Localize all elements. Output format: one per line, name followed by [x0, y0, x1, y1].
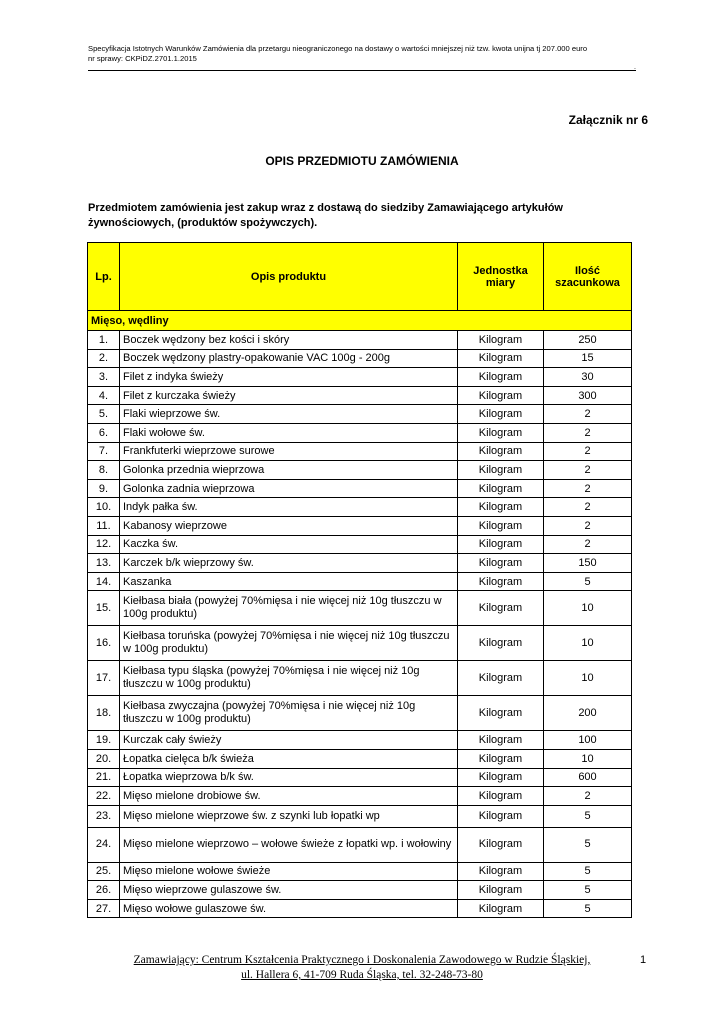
table-row — [88, 731, 632, 750]
products-table — [87, 242, 632, 918]
row-qty: 5 — [544, 862, 632, 881]
row-unit: Kilogram — [458, 805, 544, 827]
row-name: Kaszanka — [120, 572, 458, 591]
row-lp: 7. — [88, 442, 120, 461]
row-lp: 17. — [88, 661, 120, 696]
row-qty: 30 — [544, 368, 632, 387]
table-row — [88, 862, 632, 881]
row-unit: Kilogram — [458, 461, 544, 480]
table-row — [88, 554, 632, 573]
row-name: Boczek wędzony plastry-opakowanie VAC 100g - 200g — [120, 349, 458, 368]
row-name: Kiełbasa typu śląska (powyżej 70%mięsa i nie więcej niż 10g tłuszczu w 100g produktu) — [120, 661, 458, 696]
page-number: 1 — [640, 954, 647, 966]
row-unit: Kilogram — [458, 442, 544, 461]
category-row — [88, 311, 632, 331]
row-name: Flaki wieprzowe św. — [120, 405, 458, 424]
header-qty: Ilość szacunkowa — [544, 243, 632, 311]
row-qty: 300 — [544, 386, 632, 405]
table-row — [88, 805, 632, 827]
table-row — [88, 768, 632, 787]
table-row — [88, 696, 632, 731]
row-qty: 5 — [544, 899, 632, 918]
row-qty: 5 — [544, 805, 632, 827]
row-lp: 6. — [88, 423, 120, 442]
row-qty: 15 — [544, 349, 632, 368]
attachment-label: Załącznik nr 6 — [568, 113, 648, 127]
row-qty: 2 — [544, 498, 632, 517]
row-unit: Kilogram — [458, 827, 544, 862]
row-lp: 25. — [88, 862, 120, 881]
table-row — [88, 626, 632, 661]
row-qty: 600 — [544, 768, 632, 787]
table-row — [88, 461, 632, 480]
row-name: Karczek b/k wieprzowy św. — [120, 554, 458, 573]
row-qty: 10 — [544, 591, 632, 626]
table-row — [88, 827, 632, 862]
table-row — [88, 405, 632, 424]
table-row — [88, 331, 632, 350]
row-qty: 2 — [544, 535, 632, 554]
header-line-1: Specyfikacja Istotnych Warunków Zamówienia dla przetargu nieograniczonego na dostawy o wartości mniejszej niż tzw. kwota unijna tj 207.000 euro — [88, 44, 588, 53]
row-lp: 3. — [88, 368, 120, 387]
table-row — [88, 749, 632, 768]
row-name: Boczek wędzony bez kości i skóry — [120, 331, 458, 350]
table-row — [88, 386, 632, 405]
row-unit: Kilogram — [458, 768, 544, 787]
row-unit: Kilogram — [458, 661, 544, 696]
row-unit: Kilogram — [458, 349, 544, 368]
row-name: Frankfuterki wieprzowe surowe — [120, 442, 458, 461]
row-qty: 100 — [544, 731, 632, 750]
table-row — [88, 442, 632, 461]
row-qty: 10 — [544, 749, 632, 768]
row-qty: 2 — [544, 442, 632, 461]
table-row — [88, 516, 632, 535]
row-qty: 10 — [544, 661, 632, 696]
row-name: Kiełbasa biała (powyżej 70%mięsa i nie więcej niż 10g tłuszczu w 100g produktu) — [120, 591, 458, 626]
row-name: Mięso mielone wieprzowe św. z szynki lub łopatki wp — [120, 805, 458, 827]
row-unit: Kilogram — [458, 554, 544, 573]
row-name: Łopatka cielęca b/k świeża — [120, 749, 458, 768]
row-unit: Kilogram — [458, 572, 544, 591]
row-qty: 5 — [544, 572, 632, 591]
table-row — [88, 591, 632, 626]
row-name: Mięso mielone wieprzowo – wołowe świeże z łopatki wp. i wołowiny — [120, 827, 458, 862]
row-name: Golonka przednia wieprzowa — [120, 461, 458, 480]
row-lp: 8. — [88, 461, 120, 480]
row-unit: Kilogram — [458, 881, 544, 900]
category-label: Mięso, wędliny — [88, 311, 632, 331]
row-unit: Kilogram — [458, 787, 544, 806]
row-lp: 13. — [88, 554, 120, 573]
row-unit: Kilogram — [458, 368, 544, 387]
header-opis: Opis produktu — [120, 243, 458, 311]
row-unit: Kilogram — [458, 516, 544, 535]
row-unit: Kilogram — [458, 331, 544, 350]
header-dot: . — [634, 64, 636, 71]
row-lp: 1. — [88, 331, 120, 350]
table-row — [88, 368, 632, 387]
row-unit: Kilogram — [458, 899, 544, 918]
row-lp: 26. — [88, 881, 120, 900]
row-name: Mięso mielone drobiowe św. — [120, 787, 458, 806]
row-lp: 9. — [88, 479, 120, 498]
row-unit: Kilogram — [458, 591, 544, 626]
header-rule — [88, 70, 636, 71]
row-name: Kiełbasa toruńska (powyżej 70%mięsa i nie więcej niż 10g tłuszczu w 100g produktu) — [120, 626, 458, 661]
row-qty: 2 — [544, 516, 632, 535]
row-name: Kurczak cały świeży — [120, 731, 458, 750]
row-lp: 12. — [88, 535, 120, 554]
table-row — [88, 423, 632, 442]
row-name: Mięso mielone wołowe świeże — [120, 862, 458, 881]
running-header — [88, 44, 648, 64]
row-name: Łopatka wieprzowa b/k św. — [120, 768, 458, 787]
table-row — [88, 479, 632, 498]
table-row — [88, 881, 632, 900]
table-row — [88, 572, 632, 591]
table-row — [88, 535, 632, 554]
header-unit: Jednostka miary — [458, 243, 544, 311]
row-lp: 20. — [88, 749, 120, 768]
row-name: Golonka zadnia wieprzowa — [120, 479, 458, 498]
table-row — [88, 787, 632, 806]
row-unit: Kilogram — [458, 749, 544, 768]
document-title: OPIS PRZEDMIOTU ZAMÓWIENIA — [265, 154, 459, 168]
row-lp: 21. — [88, 768, 120, 787]
row-lp: 10. — [88, 498, 120, 517]
row-unit: Kilogram — [458, 423, 544, 442]
row-qty: 2 — [544, 479, 632, 498]
row-lp: 14. — [88, 572, 120, 591]
row-qty: 2 — [544, 423, 632, 442]
row-lp: 16. — [88, 626, 120, 661]
row-unit: Kilogram — [458, 696, 544, 731]
row-unit: Kilogram — [458, 626, 544, 661]
row-lp: 15. — [88, 591, 120, 626]
row-name: Kabanosy wieprzowe — [120, 516, 458, 535]
row-unit: Kilogram — [458, 405, 544, 424]
table-row — [88, 899, 632, 918]
row-name: Filet z indyka świeży — [120, 368, 458, 387]
row-unit: Kilogram — [458, 731, 544, 750]
row-lp: 4. — [88, 386, 120, 405]
row-name: Filet z kurczaka świeży — [120, 386, 458, 405]
row-name: Kaczka św. — [120, 535, 458, 554]
row-lp: 22. — [88, 787, 120, 806]
header-lp: Lp. — [88, 243, 120, 311]
row-unit: Kilogram — [458, 498, 544, 517]
row-name: Kiełbasa zwyczajna (powyżej 70%mięsa i nie więcej niż 10g tłuszczu w 100g produktu) — [120, 696, 458, 731]
row-qty: 5 — [544, 881, 632, 900]
row-qty: 200 — [544, 696, 632, 731]
row-name: Indyk pałka św. — [120, 498, 458, 517]
row-lp: 27. — [88, 899, 120, 918]
header-line-2: nr sprawy: CKPiDZ.2701.1.2015 — [88, 54, 197, 63]
table-header-row — [88, 243, 632, 311]
row-lp: 2. — [88, 349, 120, 368]
row-name: Mięso wieprzowe gulaszowe św. — [120, 881, 458, 900]
table-row — [88, 349, 632, 368]
row-name: Mięso wołowe gulaszowe św. — [120, 899, 458, 918]
table-row — [88, 661, 632, 696]
row-qty: 10 — [544, 626, 632, 661]
row-qty: 2 — [544, 405, 632, 424]
row-unit: Kilogram — [458, 535, 544, 554]
row-lp: 24. — [88, 827, 120, 862]
row-lp: 19. — [88, 731, 120, 750]
row-name: Flaki wołowe św. — [120, 423, 458, 442]
table-row — [88, 498, 632, 517]
row-unit: Kilogram — [458, 479, 544, 498]
footer-line-2: ul. Hallera 6, 41-709 Ruda Śląska, tel. 32-248-73-80 — [241, 969, 483, 981]
row-unit: Kilogram — [458, 386, 544, 405]
row-unit: Kilogram — [458, 862, 544, 881]
row-qty: 250 — [544, 331, 632, 350]
footer-line-1: Zamawiający: Centrum Kształcenia Praktycznego i Doskonalenia Zawodowego w Rudzie Śląskiej, — [133, 954, 591, 966]
row-lp: 23. — [88, 805, 120, 827]
row-qty: 5 — [544, 827, 632, 862]
row-qty: 150 — [544, 554, 632, 573]
row-lp: 18. — [88, 696, 120, 731]
intro-paragraph: Przedmiotem zamówienia jest zakup wraz z dostawą do siedziby Zamawiającego artykułów żywnościowych, (produktów spożywczych). — [88, 202, 563, 229]
row-qty: 2 — [544, 461, 632, 480]
row-qty: 2 — [544, 787, 632, 806]
footer — [0, 953, 724, 983]
row-lp: 5. — [88, 405, 120, 424]
row-lp: 11. — [88, 516, 120, 535]
